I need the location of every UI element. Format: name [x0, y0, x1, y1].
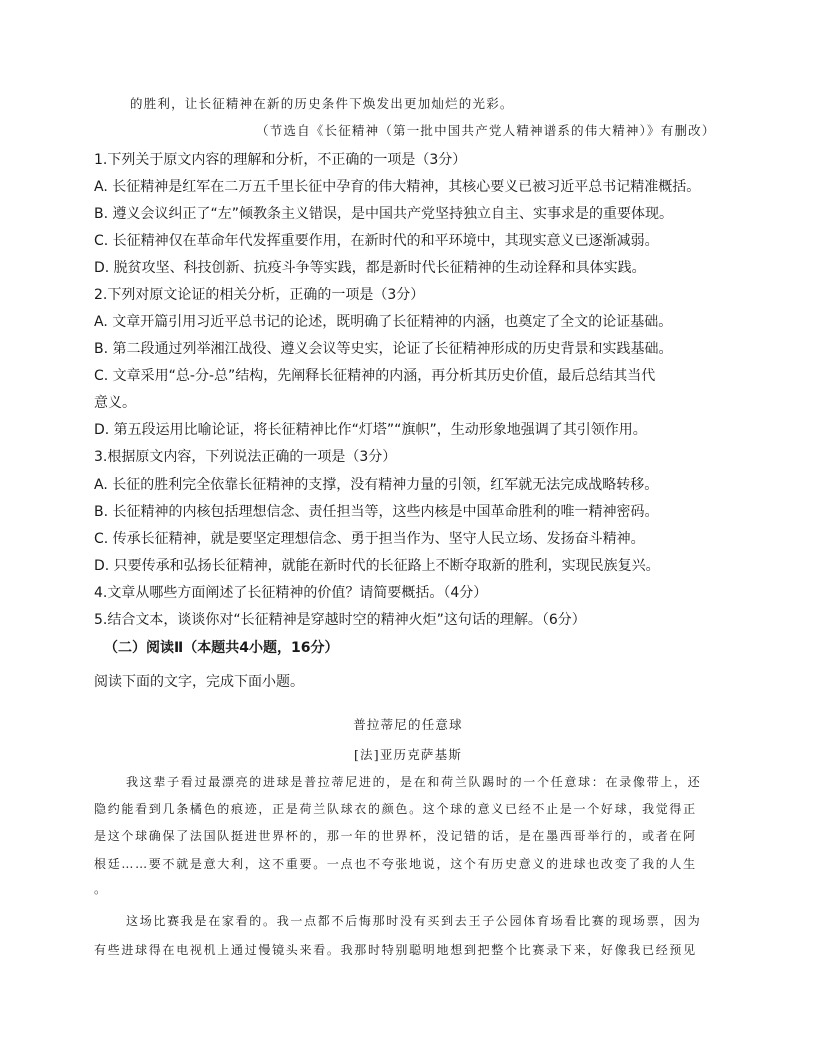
section-2-instruction: 阅读下面的文字，完成下面小题。: [94, 674, 304, 690]
question-2-option-a: A. 文章开篇引用习近平总书记的论述，既明确了长征精神的内涵，也奠定了全文的论证基础。: [94, 314, 673, 330]
question-2-option-b: B. 第二段通过列举湘江战役、遵义会议等史实，论证了长征精神形成的历史背景和实践基础。: [94, 341, 673, 357]
story-paragraph-1-line-1: 我这辈子看过最漂亮的进球是普拉蒂尼进的，是在和荷兰队踢时的一个任意球：在录像带上，还: [126, 775, 702, 789]
story-paragraph-1-line-4: 根廷……要不就是意大利，这不重要。一点也不夸张地说，这个有历史意义的进球也改变了我的人生: [94, 857, 697, 871]
question-4-stem: 4.文章从哪些方面阐述了长征精神的价值？请简要概括。（4分）: [94, 585, 488, 601]
story-paragraph-2-line-1: 这场比赛我是在家看的。我一点都不后悔那时没有买到去王子公园体育场看比赛的现场票，因为: [126, 914, 702, 928]
question-1-option-a: A. 长征精神是红军在二万五千里长征中孕育的伟大精神，其核心要义已被习近平总书记精准概括。: [94, 179, 701, 195]
question-2-option-d: D. 第五段运用比喻论证，将长征精神比作“灯塔”“旗帜”，生动形象地强调了其引领作用。: [94, 422, 647, 438]
source-note: （节选自《长征精神（第一批中国共产党人精神谱系的伟大精神）》有删改）: [256, 123, 716, 138]
question-2-option-c: C. 文章采用“总-分-总”结构，先阐释长征精神的内涵，再分析其历史价值，最后总结其当代: [94, 368, 656, 384]
question-3-option-b: B. 长征精神的内核包括理想信念、责任担当等，这些内核是中国革命胜利的唯一精神密码。: [94, 504, 659, 520]
story-paragraph-1-line-2: 隐约能看到几条橘色的痕迹，正是荷兰队球衣的颜色。这个球的意义已经不止是一个好球，我觉得正: [94, 802, 697, 816]
story-title: 普拉蒂尼的任意球: [353, 717, 463, 732]
question-2-stem: 2.下列对原文论证的相关分析，正确的一项是（3分）: [94, 287, 425, 303]
question-1-option-d: D. 脱贫攻坚、科技创新、抗疫斗争等实践，都是新时代长征精神的生动诠释和具体实践。: [94, 260, 646, 276]
section-2-heading: （二）阅读Ⅱ（本题共4小题，16分）: [104, 640, 339, 656]
story-paragraph-1-line-3: 是这个球确保了法国队挺进世界杯的，那一年的世界杯，没记错的话，是在墨西哥举行的，或者在阿: [94, 829, 697, 843]
question-1-option-c: C. 长征精神仅在革命年代发挥重要作用，在新时代的和平环境中，其现实意义已逐渐减弱。: [94, 233, 659, 249]
question-5-stem: 5.结合文本，谈谈你对“长征精神是穿越时空的精神火炬”这句话的理解。（6分）: [94, 612, 586, 628]
question-1-stem: 1.下列关于原文内容的理解和分析，不正确的一项是（3分）: [94, 152, 467, 168]
story-author: [法]亚历克萨基斯: [353, 747, 463, 762]
question-3-option-c: C. 传承长征精神，就是要坚定理想信念、勇于担当作为、坚守人民立场、发扬奋斗精神。: [94, 531, 645, 547]
question-3-stem: 3.根据原文内容，下列说法正确的一项是（3分）: [94, 449, 397, 465]
story-paragraph-2-line-2: 有些进球得在电视机上通过慢镜头来看。我那时特别聪明地想到把整个比赛录下来，好像我已经预见: [94, 943, 697, 957]
story-paragraph-1-line-5: 。: [94, 882, 108, 896]
question-3-option-a: A. 长征的胜利完全依靠长征精神的支撑，没有精神力量的引领，红军就无法完成战略转移。: [94, 477, 659, 493]
question-1-option-b: B. 遵义会议纠正了“左”倾教条主义错误，是中国共产党坚持独立自主、实事求是的重要体现。: [94, 206, 674, 222]
question-3-option-d: D. 只要传承和弘扬长征精神，就能在新时代的长征路上不断夺取新的胜利，实现民族复兴。: [94, 558, 660, 574]
passage-closing-line: 的胜利，让长征精神在新的历史条件下焕发出更加灿烂的光彩。: [130, 96, 514, 111]
question-2-option-c-continued: 意义。: [94, 395, 136, 411]
